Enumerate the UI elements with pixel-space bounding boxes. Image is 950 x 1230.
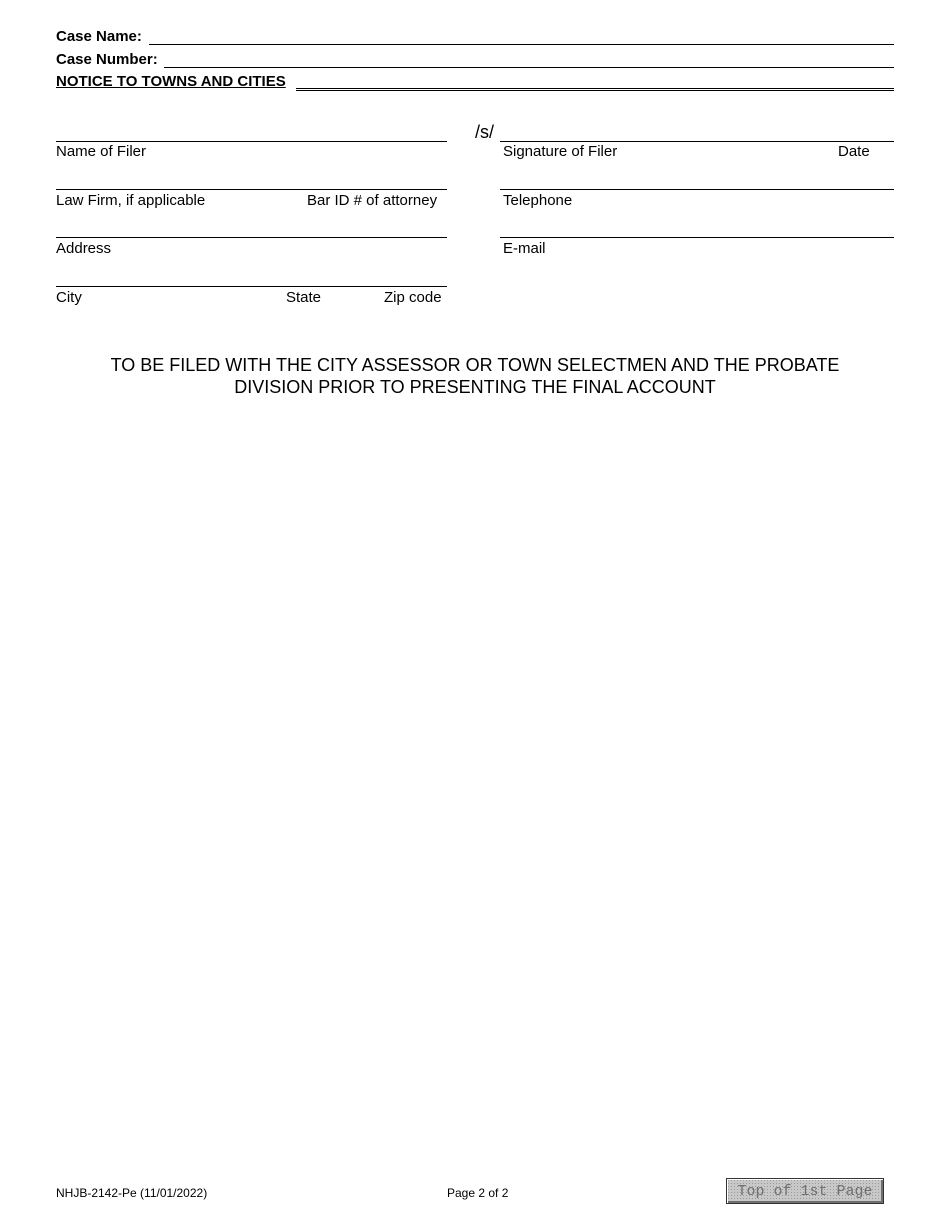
top-of-first-page-button[interactable]: Top of 1st Page [726,1178,884,1204]
law-firm-field[interactable] [56,189,447,190]
signature-of-filer-label: Signature of Filer [503,143,618,160]
page-indicator: Page 2 of 2 [447,1186,509,1200]
bar-id-label: Bar ID # of attorney [307,192,438,209]
law-firm-label: Law Firm, if applicable [56,192,206,209]
case-number-label: Case Number: [56,51,158,68]
email-field[interactable] [500,237,894,238]
telephone-field[interactable] [500,189,894,190]
notice-title: NOTICE TO TOWNS AND CITIES [56,73,286,90]
case-name-label: Case Name: [56,28,142,45]
case-number-field[interactable] [164,67,894,68]
notice-rule-top [296,88,894,89]
form-id: NHJB-2142-Pe (11/01/2022) [56,1186,208,1200]
state-label: State [286,289,322,306]
address-label: Address [56,240,112,257]
case-name-field[interactable] [149,44,894,45]
signature-field[interactable] [500,141,894,142]
address-field[interactable] [56,237,447,238]
zip-code-label: Zip code [384,289,442,306]
notice-rule-bottom [296,90,894,91]
email-label: E-mail [503,240,546,257]
filing-instruction-line-1: TO BE FILED WITH THE CITY ASSESSOR OR TOWN SELECTMEN AND THE PROBATE [110,355,840,375]
date-label: Date [838,143,870,160]
filing-instruction-line-2: DIVISION PRIOR TO PRESENTING THE FINAL ACCOUNT [234,377,716,397]
city-label: City [56,289,82,306]
telephone-label: Telephone [503,192,573,209]
name-of-filer-label: Name of Filer [56,143,147,160]
city-state-zip-field[interactable] [56,286,447,287]
name-of-filer-field[interactable] [56,141,447,142]
signature-prefix: /s/ [475,122,495,142]
